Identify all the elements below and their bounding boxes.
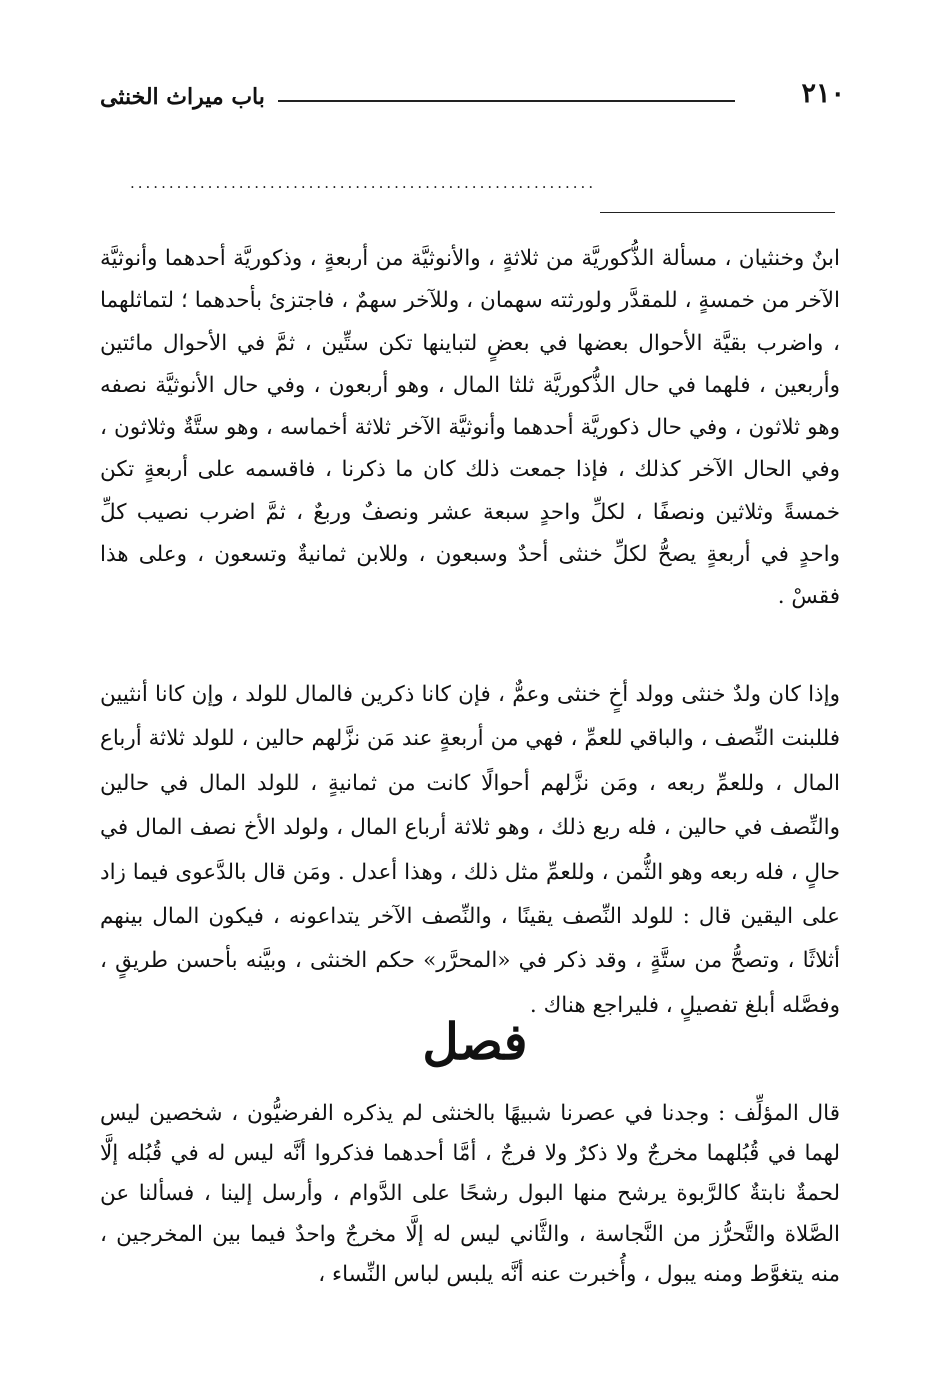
paragraph-author-note: قال المؤلِّف : وجدنا في عصرنا شبيهًا بالخنثى لم يذكره الفرضيُّون ، شخصين ليس لهما في قُبُلهما مخرجٌ ولا ذكرٌ ولا فرجٌ ، أمَّا أحدهما فذكروا أنَّه ليس له في قُبُله إلَّا لحمةٌ نابتةٌ كالرَّبوة يرشح منها البول رشحًا على الدَّوام ، وأرسل إلينا ، فسألنا عن الصَّلاة والتَّحرُّز من النَّجاسة ، والثَّاني ليس له إلَّا مخرجٌ واحدٌ فيما بين المخرجين ، منه يتغوَّط ومنه يبول ، وأُخبرت عنه أنَّه يلبس لباس النِّساء ، xyxy=(100,1101,840,1287)
chapter-title: باب ميراث الخنثى xyxy=(100,84,265,110)
footnote-rule xyxy=(600,212,835,213)
section-heading: فصل xyxy=(422,1012,528,1071)
header-rule xyxy=(278,100,735,102)
footnote-dots: ............................................................ xyxy=(130,174,597,192)
page-header xyxy=(100,78,845,118)
page-number: ٢١٠ xyxy=(801,78,845,109)
paragraph-inheritance-example: ابنٌ وخنثيان ، مسألة الذُّكوريَّة من ثلاثةٍ ، والأنوثيَّة من أربعةٍ ، وذكوريَّة أحدهما وأنوثيَّة الآخر من خمسةٍ ، للمقدَّر ولورثته سهمان ، وللآخر سهمٌ ، فاجتزئ بأحدهما ؛ لتماثلهما ، واضرب بقيَّة الأحوال بعضها في بعضٍ لتباينها تكن ستِّين ، ثمَّ في الأحوال مائتين وأربعين ، فلهما في حال الذُّكوريَّة ثلثا المال ، وهو أربعون ، وفي حال الأنوثيَّة نصفه وهو ثلاثون ، وفي حال ذكوريَّة أحدهما وأنوثيَّة الآخر ثلاثة أخماسه ، وهو ستَّةٌ وثلاثون ، وفي الحال الآخر كذلك ، فإذا جمعت ذلك كان ما ذكرنا ، فاقسمه على أربعةٍ تكن خمسةً وثلاثين ونصفًا ، لكلِّ واحدٍ سبعة عشر ونصفٌ وربعٌ ، ثمَّ اضرب نصيب كلِّ واحدٍ في أربعةٍ يصحُّ لكلِّ خنثى أحدٌ وسبعون ، وللابن ثمانيةٌ وتسعون ، وعلى هذا فقسْ . xyxy=(100,246,840,610)
paragraph-khuntha-son: وإذا كان ولدٌ خنثى وولد أخٍ خنثى وعمٌّ ، فإن كانا ذكرين فالمال للولد ، وإن كانا أنثيين فللبنت النِّصف ، والباقي للعمِّ ، فهي من أربعةٍ عند مَن نزَّلهم حالين ، للولد ثلاثة أرباع المال ، وللعمِّ ربعه ، ومَن نزَّلهم أحوالًا كانت من ثمانيةٍ ، للولد المال في حالين والنِّصف في حالين ، فله ربع ذلك ، وهو ثلاثة أرباع المال ، ولولد الأخ نصف المال في حالٍ ، فله ربعه وهو الثُّمن ، وللعمِّ مثل ذلك ، وهذا أعدل . ومَن قال بالدَّعوى فيما زاد على اليقين قال : للولد النِّصف يقينًا ، والنِّصف الآخر يتداعونه ، فيكون المال بينهم أثلاثًا ، وتصحُّ من ستَّةٍ ، وقد ذكر في «المحرَّر» حكم الخنثى ، وبيَّنه بأحسن طريقٍ ، وفصَّله أبلغ تفصيلٍ ، فليراجع هناك . xyxy=(100,682,840,1018)
